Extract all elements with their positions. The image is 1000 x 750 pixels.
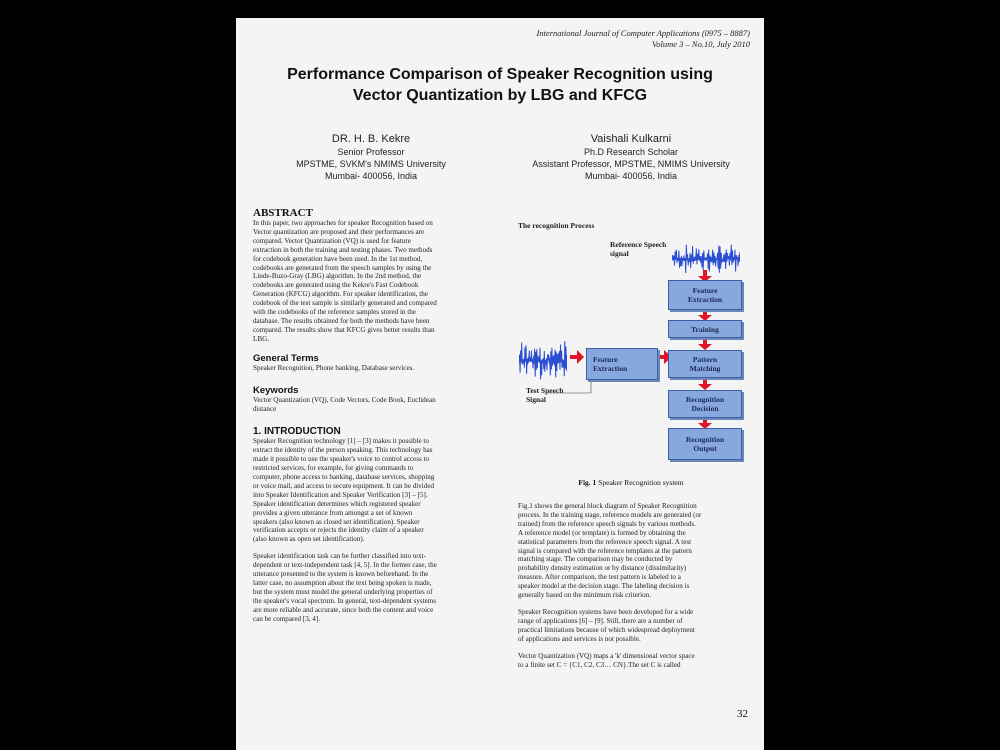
right-paragraph-2 <box>518 608 747 644</box>
text-line: codebooks are generated from the speech samples by using the <box>253 263 432 272</box>
text-line: A reference model (or template) is formed by obtaining the <box>518 528 686 537</box>
right-paragraph-3 <box>518 652 747 670</box>
text-line: with the codebooks of the reference samples stored in the <box>253 308 416 317</box>
text-line: Speaker identification determines which registered speaker <box>253 499 421 508</box>
text-line: computer, phone access to banking, database services, shopping <box>253 473 435 482</box>
author-affiliation: MPSTME, SVKM's NMIMS University <box>296 159 446 169</box>
text-line: signal is compared with the reference templates at the pattern <box>518 546 692 555</box>
text-line: for codebook generation have been used. In the 1st method, <box>253 254 423 263</box>
feature-extraction-box-top: Feature Extraction <box>668 280 742 310</box>
text-line: Generation (KFCG) algorithm. For speaker identification, the <box>253 290 428 299</box>
text-line: Speaker identification task can be further classified into text- <box>253 552 426 561</box>
text-line: extraction in both the training and testing phases. Two methods <box>253 245 433 254</box>
reference-signal-label: Reference Speech signal <box>610 240 667 258</box>
figure-caption <box>506 478 756 487</box>
text-line: In this paper, two approaches for speaker Recognition based on <box>253 219 433 227</box>
author-name: DR. H. B. Kekre <box>331 133 411 145</box>
author-location: Mumbai- 400056, India <box>324 171 418 181</box>
text-line: utterance presented to the system is known beforehand. In the <box>253 570 429 579</box>
text-line: database. The results obtained for both the methods have been <box>253 316 430 325</box>
intro-paragraph-2 <box>253 552 484 623</box>
text-line: speaker model at the decision stage. The labeling decision is <box>518 582 690 591</box>
text-line: into Speaker Identification and Speaker Verification [3] – [5]. <box>253 490 428 499</box>
text-line: (also known as open set identification). <box>253 535 365 544</box>
text-line: compared. Vector Quantization (VQ) is used for feature <box>253 236 411 245</box>
text-line: generally based on the minimum risk criterion. <box>518 591 651 600</box>
figure-heading: The recognition Process <box>518 221 595 230</box>
text-line: LBG. <box>253 334 269 343</box>
text-line: statistical parameters from the reference speech signal. A test <box>518 537 692 546</box>
text-line: dependent or text-independent task [4, 5]. In the former case, the <box>253 561 437 570</box>
text-line: Vector Quantization (VQ) maps a 'k' dimensional vector space <box>518 651 695 660</box>
text-line: codebook of the test sample is similarly generated and compared <box>253 299 437 308</box>
text-line: verification accepts or rejects the identity claim of a speaker <box>253 526 424 535</box>
text-line: of applications and services is not possible. <box>518 634 641 643</box>
abstract-heading: ABSTRACT <box>253 207 313 219</box>
text-line: are more reliable and accurate, since both the content and voice <box>253 605 434 614</box>
text-line: Speaker Recognition systems have been developed for a wide <box>518 607 694 616</box>
training-box: Training <box>668 320 742 338</box>
text-line: Vector Quantization (VQ), Code Vectors, Code Book, Euclidean <box>253 395 436 404</box>
text-line: Linde-Buzo-Gray (LBG) algorithm. In the 2nd method, the <box>253 272 422 281</box>
right-column-text <box>518 502 747 669</box>
author-title: Senior Professor <box>337 147 405 157</box>
text-line: range of applications [6] – [9]. Still, there are a number of <box>518 616 683 625</box>
text-line: measure. After comparison, the test pattern is labeled to a <box>518 573 681 582</box>
text-line: provides a given utterance from amongst a set of known <box>253 508 413 517</box>
general-terms-heading: General Terms <box>253 352 319 364</box>
text-line: to a finite set C = {C1, C2, C3… CN}.The set C is called <box>518 660 681 669</box>
text-line: can be compared [3, 4]. <box>253 614 320 623</box>
text-line: trained) from the reference speech signals by various methods. <box>518 519 696 528</box>
introduction-heading: 1. INTRODUCTION <box>253 426 341 438</box>
text-line: Speaker Recognition technology [1] – [3] makes it possible to <box>253 437 429 446</box>
right-paragraph-1 <box>518 502 747 600</box>
page-number: 32 <box>737 708 748 720</box>
keywords-heading: Keywords <box>253 384 299 396</box>
author-title: Ph.D Research Scholar <box>583 147 679 157</box>
journal-volume: Volume 3 – No.10, July 2010 <box>652 39 750 49</box>
text-line: probability density estimation or by distance (dissimilarity) <box>518 564 687 573</box>
text-line: but the system must model the general underlying properties of <box>253 587 433 596</box>
author-name: Vaishali Kulkarni <box>590 133 672 145</box>
text-line: speakers (also known as closed set identification). Speaker <box>253 517 420 526</box>
text-line: the speaker's vocal spectrum. In general, text-dependent systems <box>253 596 437 605</box>
text-line: distance <box>253 404 277 413</box>
figure-caption-label: Fig. 1 <box>578 478 597 487</box>
feature-extraction-box-left: Feature Extraction <box>586 348 658 380</box>
text-line: compared. The results show that KFCG gives better results than <box>253 325 435 334</box>
title-line-1: Performance Comparison of Speaker Recognition using <box>287 66 713 83</box>
author-location: Mumbai- 400056, India <box>584 171 678 181</box>
title-line-2: Vector Quantization by LBG and KFCG <box>352 87 648 104</box>
text-line: practical limitations because of which widespread deployment <box>518 625 695 634</box>
text-line: latter case, no assumption about the text being spoken is made, <box>253 579 432 587</box>
text-line: or voice mail, and access to secure equipment. It can be divided <box>253 481 435 490</box>
text-line: extract the identity of the person speaking. This technology has <box>253 446 433 455</box>
recognition-decision-box: Recognition Decision <box>668 390 742 418</box>
text-line: made it possible to use the speaker's voice to control access to <box>253 455 430 464</box>
author-affiliation: Assistant Professor, MPSTME, NMIMS University <box>532 159 730 169</box>
text-line: restricted services, for example, for giving commands to <box>253 464 414 473</box>
journal-name: International Journal of Computer Applications (0975 – 8887) <box>536 28 750 38</box>
figure-caption-text: Speaker Recognition system <box>596 478 684 487</box>
text-line: process. In the training stage, reference models are generated (or <box>518 510 702 519</box>
text-line: Fig.1 shows the general block diagram of Speaker Recognition <box>518 502 697 510</box>
text-line: codebooks are generated using the Kekre's Fast Codebook <box>253 281 419 290</box>
text-line: matching stage. The comparison may be conducted by <box>518 555 673 564</box>
paper-page <box>236 18 764 750</box>
pattern-matching-box: Pattern Matching <box>668 350 742 378</box>
recognition-output-box: Recognition Output <box>668 428 742 460</box>
text-line: Vector quantization are proposed and their performances are <box>253 227 425 236</box>
test-signal-label: Test Speech Signal <box>526 386 564 404</box>
general-terms-text: Speaker Recognition, Phone banking, Database services. <box>253 363 415 372</box>
